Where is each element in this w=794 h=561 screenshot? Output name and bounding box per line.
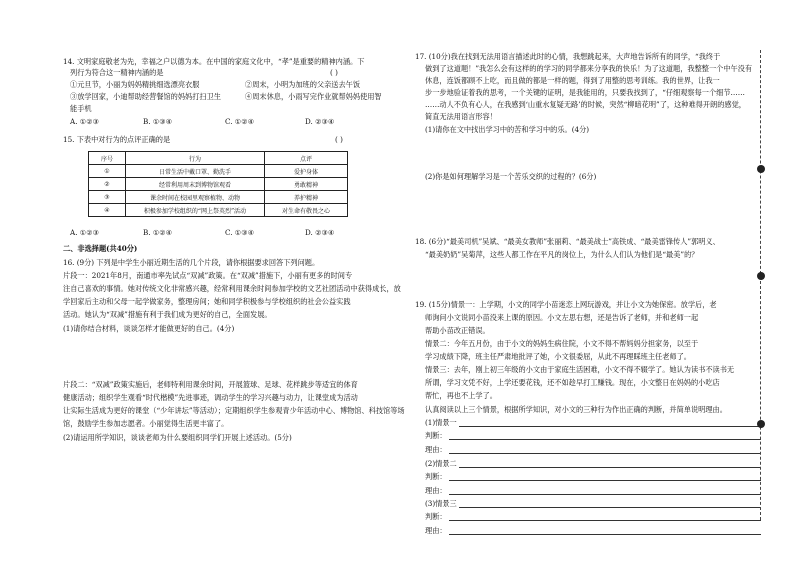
q16-stem: 16. (9分) 下列是中学生小丽近期生活的几个片段，请你根据要求回答下列问题。 xyxy=(63,258,320,267)
q19-label-scenario2: (2)情景二 xyxy=(425,459,457,468)
q16-passage1-line1: 片段一：2021年8月，南通市率先试点“双减”政策。在“双减”措施下，小丽有更多的时间专 xyxy=(63,271,353,280)
q15-answer-paren[interactable]: ( ) xyxy=(335,135,343,144)
answer-line[interactable] xyxy=(459,426,761,427)
q19-scenario2-line1: 情景二：今年五月份，由于小文的妈妈生病住院，小文不得不帮妈妈分担家务，以至于 xyxy=(425,339,699,348)
answer-line[interactable] xyxy=(459,507,761,508)
answer-line[interactable] xyxy=(449,494,761,495)
table-row xyxy=(89,165,348,178)
q19-scenario1-line1: 19. (15分)情景一：上学期，小文的同学小苗迷恋上网玩游戏，并让小文为她保密。放学后，老 xyxy=(415,300,717,309)
binding-hole-icon xyxy=(757,165,765,173)
q19-scenario3-line3: 帮忙，再也不上学了。 xyxy=(425,391,497,400)
q15-row3-comment: 养护精神 xyxy=(265,191,348,204)
table-row xyxy=(89,191,348,204)
binding-dashed-line xyxy=(760,50,761,520)
q15-row3-action: 课余时间在校园里观察植物、动物 xyxy=(126,191,265,204)
table-row xyxy=(89,178,348,191)
q19-scenario3-line1: 情景三：去年，刚上初三年级的小文由于家庭生活困难，小文不得不辍学了。她认为读书不读书无 xyxy=(425,365,735,374)
q17-passage-line3: 休息，连饭都顾不上吃，而且做的都是一样的题，得到了用整的思考训练。我的世界，让我一 xyxy=(425,76,720,85)
q17-passage-line6: 简直无法用语言形容！ xyxy=(425,112,497,121)
q17-passage-line2: 做到了这道题！”我怎么会有这样的的学习的同学都来分享我的快乐！为了这道题，我整整一个中午没有 xyxy=(425,64,753,73)
q15-row2-action: 经常利用周末到博物馆观看 xyxy=(126,178,265,191)
q19-reason2-label: 理由： xyxy=(425,486,447,495)
q16-passage2-line3: 让实际生活成为更好的课堂（“少年讲坛”等活动）；定期组织学生参观青少年活动中心、博物馆、科技馆等场 xyxy=(63,406,405,415)
q14-answer-paren[interactable]: ( ) xyxy=(330,68,338,77)
q14-stem-line1: 14. 文明家庭敬老为先，幸福之户以德为本。在中国的家庭文化中，“孝”是重要的精神内涵。下 xyxy=(63,57,365,66)
q14-option-1b: ②周末，小明为加班的父亲送去午饭 xyxy=(245,80,361,89)
q14-option-1a: ①元旦节，小丽为妈妈精挑细选漂亮衣服 xyxy=(70,80,200,89)
q15-choice-c[interactable]: C. ①③④ xyxy=(225,228,255,237)
q17-passage-line5: ……动人不负有心人，在我感到‘山重水复疑无路’的时候，突然“柳暗花明”了，这种难得开朗的感觉， xyxy=(425,100,746,109)
binding-hole-icon xyxy=(757,272,765,280)
q19-label-scenario3: (3)情景三 xyxy=(425,499,457,508)
answer-line[interactable] xyxy=(449,520,761,521)
q15-row1-action: 日常生活中戴口罩、勤洗手 xyxy=(126,165,265,178)
q15-table xyxy=(88,151,348,217)
q15-row4-comment: 对生命有敬畏之心 xyxy=(265,204,348,217)
q14-choice-c[interactable]: C. ①②④ xyxy=(225,117,255,126)
section-heading: 二、非选择题(共40分) xyxy=(63,244,138,253)
table-row xyxy=(89,204,348,217)
answer-line[interactable] xyxy=(449,480,761,481)
q19-reason3-label: 理由： xyxy=(425,526,447,535)
q19-label-scenario1: (1)情景一 xyxy=(425,418,457,427)
q16-passage1-line4: 活动。她认为“双减”措施有利于我们成为更好的自己，全面发展。 xyxy=(63,310,272,319)
q15-row1-no: ① xyxy=(89,165,126,178)
q15-table-header xyxy=(89,152,348,165)
q15-header-action: 行为 xyxy=(126,152,265,165)
q19-scenario1-line2: 师询问小文说同小苗没来上课的原因。小文左思右想，还是告诉了老师，并和老师一起 xyxy=(425,313,699,322)
q15-choice-d[interactable]: D. ②③④ xyxy=(305,228,335,237)
q19-scenario3-line2: 所谓，学习文凭不好，上学还要花钱，还不如趁早打工赚钱。现在，小文整日在妈妈的小吃店 xyxy=(425,378,720,387)
q18-stem-line1: 18. (6分)“最美司机”吴斌、“最美女教师”张丽莉、“最美战士”高铁成、“最美雷锋传人”郭明义、 xyxy=(415,237,720,246)
q15-row4-no: ④ xyxy=(89,204,126,217)
q19-judge3-label: 判断： xyxy=(425,512,447,521)
q17-sub2: (2)你是如何理解学习是一个苦乐交织的过程的？(6分) xyxy=(425,172,597,181)
binding-margin xyxy=(757,0,765,561)
q15-header-no: 序号 xyxy=(89,152,126,165)
q15-choice-b[interactable]: B. ①②④ xyxy=(143,228,173,237)
q17-passage-line4: 步一步地验证着我的思考，一个关键的证明，是我能用的，只要我找到了，“仔细观察每一个细节…… xyxy=(425,88,745,97)
q15-header-comment: 点评 xyxy=(265,152,348,165)
answer-line[interactable] xyxy=(449,439,761,440)
q15-row2-comment: 勇敢精神 xyxy=(265,178,348,191)
q15-row2-no: ② xyxy=(89,178,126,191)
answer-line[interactable] xyxy=(449,453,761,454)
answer-line[interactable] xyxy=(459,467,761,468)
q19-scenario1-line3: 帮助小苗改正错误。 xyxy=(425,326,490,335)
q19-reason1-label: 理由： xyxy=(425,445,447,454)
q14-option-2a: ③放学回家，小迪帮助经营餐馆的妈妈打扫卫生 xyxy=(70,92,221,101)
q18-stem-line2: “最美奶奶”吴菊萍，这些人都工作在平凡的岗位上，为什么人们认为他们是“最美”的？ xyxy=(425,250,699,259)
q16-passage1-line3: 学回家后主动和父母一起学做家务，整理房间；她和同学积极参与学校组织的社会公益实践 xyxy=(63,297,351,306)
q14-stem-line2: 列行为符合这一精神内涵的是 xyxy=(70,68,164,77)
q16-passage2-line1: 片段二：“双减”政策实施后，老师特利用课余时间，开展篮球、足球、花样跳步等适宜的体育 xyxy=(63,380,358,389)
q14-choice-a[interactable]: A. ①②③ xyxy=(70,117,100,126)
q15-stem: 15. 下表中对行为的点评正确的是 xyxy=(63,135,171,144)
q19-scenario2-line2: 学习成绩下降，班主任严肃地批评了她，小文很委屈，从此不再理睬班主任老师了。 xyxy=(425,352,691,361)
q16-sub1: (1)请你结合材料，谈谈怎样才能做更好的自己。(4分) xyxy=(63,324,235,333)
q15-row4-action: 积极参加学校组织的“网上祭英烈”活动 xyxy=(126,204,265,217)
q19-judge2-label: 判断： xyxy=(425,472,447,481)
q16-passage2-line2: 健康活动；组织学生观看“时代楷模”先进事迹，调动学生的学习兴趣与动力，让课堂成为活动 xyxy=(63,393,358,402)
q14-choice-b[interactable]: B. ①③④ xyxy=(143,117,173,126)
binding-hole-icon xyxy=(757,420,765,428)
answer-line[interactable] xyxy=(449,534,761,535)
right-page xyxy=(397,0,794,561)
q17-sub1: (1)请你在文中找出学习中的苦和学习中的乐。(4分) xyxy=(425,125,590,134)
q14-option-3: 能手机 xyxy=(70,104,92,113)
q14-choice-d[interactable]: D. ②③④ xyxy=(305,117,335,126)
q16-sub2: (2)请运用所学知识，谈谈老师为什么要组织同学们开展上述活动。(5分) xyxy=(63,433,292,442)
q16-passage2-line4: 馆，鼓励学生参加志愿者。小丽觉得生活更丰富了。 xyxy=(63,419,229,428)
q16-passage1-line2: 注自己喜欢的事情。她对传统文化非常感兴趣，经常利用课余时间参加学校的文艺社团活动中获得成长，放 xyxy=(63,284,401,293)
q15-row3-no: ③ xyxy=(89,191,126,204)
q14-option-2b: ④周末休息，小雨写完作业就帮妈妈使用智 xyxy=(245,92,382,101)
q19-instruction: 认真阅读以上三个情景，根据所学知识，对小文的三种行为作出正确的判断，并简单说明理由。 xyxy=(425,405,727,414)
q19-judge1-label: 判断： xyxy=(425,431,447,440)
q15-row1-comment: 爱护身体 xyxy=(265,165,348,178)
q15-choice-a[interactable]: A. ①②③ xyxy=(70,228,100,237)
q17-passage-line1: 17. (10分)我在找到无法用语言描述此时的心情，我想跳起来，大声地告诉所有的同学，“我终于 xyxy=(415,52,721,61)
